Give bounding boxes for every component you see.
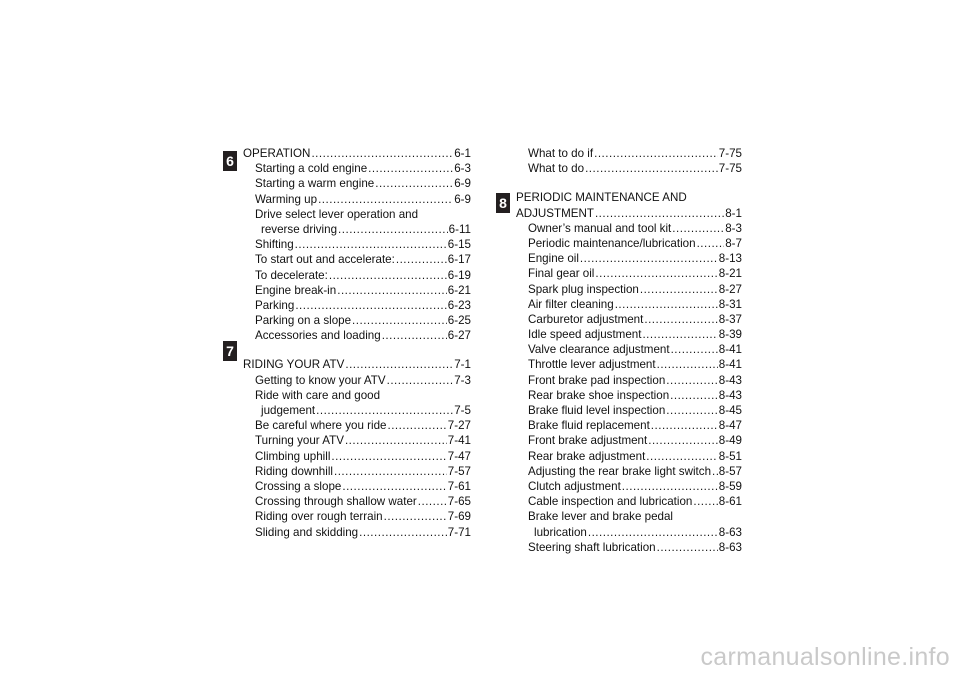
toc-entry-title: Clutch adjustment	[528, 479, 621, 493]
toc-entry	[516, 327, 742, 342]
toc-entry-title: Ride with care and good	[255, 388, 381, 402]
dot-leader	[352, 313, 447, 328]
toc-entry	[516, 433, 742, 448]
dot-leader	[615, 297, 718, 312]
toc-entry	[516, 403, 742, 418]
toc-entry	[243, 357, 471, 372]
dot-leader	[672, 221, 724, 236]
toc-entry-title: Idle speed adjustment	[528, 328, 642, 342]
toc-entry	[516, 282, 742, 297]
toc-entry	[243, 525, 471, 540]
toc-entry	[516, 509, 742, 524]
toc-entry-title: Valve clearance adjustment	[528, 343, 670, 357]
toc-entry	[243, 222, 471, 237]
toc-entry	[243, 328, 471, 343]
dot-leader	[338, 222, 448, 237]
toc-entry-title: Sliding and skidding	[255, 525, 359, 539]
toc-entry-page: 6-1	[454, 147, 471, 160]
toc-entry-title: Steering shaft lubrication	[528, 540, 656, 554]
toc-entry	[516, 206, 742, 221]
toc-entry-title: Brake fluid replacement	[528, 419, 650, 433]
toc-entry	[243, 237, 471, 252]
toc-entry-page: 8-31	[718, 297, 742, 311]
dot-leader	[382, 328, 447, 343]
toc-entry	[516, 190, 742, 205]
toc-entry-title: Riding over rough terrain	[255, 510, 383, 524]
toc-entry-page: 7-65	[447, 495, 471, 509]
toc-entry-page: 8-51	[718, 449, 742, 463]
toc-entry	[516, 388, 742, 403]
toc-entry-page: 8-39	[718, 328, 742, 342]
toc-entry	[516, 146, 742, 161]
dot-leader	[657, 540, 718, 555]
toc-entry	[516, 540, 742, 555]
toc-entry	[243, 192, 471, 207]
toc-entry	[243, 373, 471, 388]
toc-entry	[243, 509, 471, 524]
toc-entry-page: 6-27	[447, 329, 471, 343]
dot-leader	[595, 206, 724, 221]
toc-entry-title: Starting a warm engine	[255, 177, 375, 191]
toc-entry-page: 7-75	[718, 147, 742, 160]
dot-leader	[644, 312, 717, 327]
dot-leader	[418, 494, 447, 509]
toc-entry-page: 7-3	[454, 373, 471, 387]
chapter-8-tab: 8	[496, 193, 510, 213]
toc-entry-title: Adjusting the rear brake light switch	[528, 464, 712, 478]
toc-entry	[243, 418, 471, 433]
toc-entry-page: 6-3	[454, 162, 471, 176]
toc-entry-title: What to do if	[528, 147, 594, 160]
dot-leader	[345, 433, 447, 448]
toc-entry	[243, 494, 471, 509]
toc-entry-page: 7-5	[454, 404, 471, 417]
dot-leader	[368, 161, 453, 176]
toc-entry	[243, 464, 471, 479]
toc-entry-title: PERIODIC MAINTENANCE AND	[516, 191, 687, 205]
toc-entry-page: 8-27	[718, 282, 742, 296]
dot-leader	[666, 373, 718, 388]
toc-entry-page: 6-25	[447, 314, 471, 328]
dot-leader	[595, 266, 717, 281]
toc-entry-page: 6-15	[447, 238, 471, 252]
dot-leader	[640, 282, 718, 297]
toc-entry	[516, 494, 742, 509]
dot-leader	[666, 403, 718, 418]
dot-leader	[337, 283, 447, 298]
toc-entry-title: Turning your ATV	[255, 434, 344, 448]
toc-entry-page: 7-69	[447, 510, 471, 524]
toc-section-7-continued	[516, 146, 742, 176]
dot-leader	[670, 388, 718, 403]
toc-entry	[243, 403, 471, 418]
toc-entry-page: 7-71	[447, 525, 471, 539]
toc-entry-page: 7-75	[718, 162, 742, 176]
toc-entry-page: 8-21	[718, 267, 742, 281]
toc-entry	[516, 297, 742, 312]
toc-entry-page: 8-43	[718, 388, 742, 402]
dot-leader	[359, 525, 447, 540]
toc-entry-page: 8-7	[725, 236, 742, 250]
toc-entry	[243, 146, 471, 161]
chapter-6-tab: 6	[223, 151, 237, 171]
toc-entry-page: 7-27	[447, 419, 471, 433]
toc-entry	[516, 221, 742, 236]
toc-entry-title: Drive select lever operation and	[255, 207, 419, 221]
toc-section-6	[243, 146, 471, 343]
toc-entry	[516, 449, 742, 464]
toc-entry-page: 6-21	[447, 283, 471, 297]
dot-leader	[580, 251, 718, 266]
toc-entry-page: 8-1	[725, 206, 742, 220]
toc-entry-title: Shifting	[255, 238, 294, 252]
toc-entry	[243, 283, 471, 298]
toc-entry-title: Final gear oil	[528, 267, 595, 281]
toc-entry-title: Periodic maintenance/lubrication	[528, 236, 696, 250]
toc-entry-page: 8-63	[718, 525, 742, 539]
toc-entry	[243, 313, 471, 328]
toc-entry	[243, 161, 471, 176]
toc-entry-title: Spark plug inspection	[528, 282, 639, 296]
toc-entry	[243, 479, 471, 494]
toc-entry-title: Brake fluid level inspection	[528, 404, 666, 417]
toc-entry	[516, 161, 742, 176]
toc-entry	[516, 525, 742, 540]
dot-leader	[387, 373, 454, 388]
toc-entry-page: 8-3	[725, 221, 742, 235]
toc-entry-title: Front brake pad inspection	[528, 373, 666, 387]
toc-entry	[516, 418, 742, 433]
chapter-7-tab: 7	[223, 341, 237, 361]
dot-leader	[657, 357, 718, 372]
toc-entry-title: Parking	[255, 298, 295, 312]
toc-entry-page: 8-63	[718, 540, 742, 554]
toc-entry-title: Climbing uphill	[255, 449, 331, 463]
toc-section-8	[516, 190, 742, 555]
dot-leader	[622, 479, 718, 494]
toc-entry	[243, 252, 471, 267]
dot-leader	[594, 146, 718, 161]
toc-entry-page: 8-41	[718, 358, 742, 372]
watermark-text: carmanualsonline.info	[700, 643, 950, 671]
toc-entry-title: To decelerate:	[255, 268, 328, 282]
toc-entry	[516, 479, 742, 494]
dot-leader	[384, 509, 447, 524]
toc-entry-title: RIDING YOUR ATV	[243, 358, 345, 372]
toc-entry-title: What to do	[528, 162, 585, 176]
toc-entry-page: 6-17	[447, 253, 471, 267]
dot-leader	[375, 176, 453, 191]
toc-entry-page: 8-45	[718, 404, 742, 417]
toc-entry-title: Be careful where you ride	[255, 419, 387, 433]
toc-entry-page: 7-1	[454, 358, 471, 372]
toc-entry-title: Starting a cold engine	[255, 162, 368, 176]
toc-entry	[516, 236, 742, 251]
dot-leader	[334, 464, 447, 479]
dot-leader	[651, 418, 718, 433]
dot-leader	[642, 327, 717, 342]
toc-entry-page: 7-41	[447, 434, 471, 448]
toc-entry	[516, 357, 742, 372]
dot-leader	[329, 268, 447, 283]
toc-entry-title: Rear brake shoe inspection	[528, 388, 670, 402]
toc-entry-page: 7-47	[447, 449, 471, 463]
toc-entry-page: 6-9	[454, 192, 471, 206]
toc-entry-page: 6-11	[448, 222, 471, 236]
toc-entry-title: judgement	[261, 404, 316, 417]
toc-entry-page: 6-23	[447, 298, 471, 312]
toc-entry	[243, 388, 471, 403]
toc-entry-page: 8-37	[718, 312, 742, 326]
dot-leader	[648, 433, 718, 448]
toc-entry-page: 6-19	[447, 268, 471, 282]
toc-entry-title: Rear brake adjustment	[528, 449, 646, 463]
toc-entry	[243, 298, 471, 313]
dot-leader	[712, 464, 718, 479]
dot-leader	[697, 236, 725, 251]
toc-entry-page: 7-57	[447, 464, 471, 478]
toc-entry	[516, 464, 742, 479]
toc-entry-page: 8-13	[718, 252, 742, 266]
toc-entry-page: 8-41	[718, 343, 742, 357]
toc-entry-page: 8-43	[718, 373, 742, 387]
toc-entry-title: Getting to know your ATV	[255, 373, 386, 387]
toc-entry-title: Carburetor adjustment	[528, 312, 644, 326]
dot-leader	[396, 252, 447, 267]
section-gap	[516, 176, 742, 190]
dot-leader	[646, 449, 717, 464]
toc-entry-page: 6-9	[454, 177, 471, 191]
dot-leader	[316, 403, 453, 418]
toc-left-column	[243, 146, 471, 540]
toc-entry-title: Engine break-in	[255, 283, 337, 297]
dot-leader	[585, 161, 718, 176]
toc-entry	[243, 268, 471, 283]
toc-entry-title: lubrication	[534, 525, 587, 539]
toc-entry-page: 8-59	[718, 479, 742, 493]
toc-entry	[243, 449, 471, 464]
toc-entry-title: reverse driving	[261, 222, 338, 236]
toc-entry-title: Air filter cleaning	[528, 297, 614, 311]
toc-entry	[516, 251, 742, 266]
toc-entry	[516, 312, 742, 327]
dot-leader	[331, 449, 446, 464]
toc-entry-title: To start out and accelerate:	[255, 253, 395, 267]
dot-leader	[318, 192, 453, 207]
toc-section-7	[243, 357, 471, 539]
toc-entry-title: Engine oil	[528, 252, 579, 266]
toc-entry	[516, 342, 742, 357]
toc-entry-page: 8-49	[718, 434, 742, 448]
dot-leader	[387, 418, 446, 433]
dot-leader	[671, 342, 718, 357]
toc-entry	[243, 433, 471, 448]
toc-entry	[243, 176, 471, 191]
toc-entry-title: ADJUSTMENT	[516, 206, 594, 220]
toc-entry-title: Riding downhill	[255, 464, 333, 478]
dot-leader	[295, 298, 446, 313]
dot-leader	[345, 357, 453, 372]
toc-entry-title: OPERATION	[243, 147, 311, 160]
section-gap	[243, 343, 471, 357]
toc-entry-title: Warming up	[255, 192, 318, 206]
toc-right-column	[516, 146, 742, 555]
dot-leader	[342, 479, 446, 494]
toc-entry-title: Owner’s manual and tool kit	[528, 221, 672, 235]
dot-leader	[311, 146, 453, 161]
toc-entry-title: Throttle lever adjustment	[528, 358, 656, 372]
dot-leader	[693, 494, 717, 509]
toc-entry-page: 7-61	[447, 479, 471, 493]
toc-entry-title: Accessories and loading	[255, 329, 381, 343]
toc-entry-title: Brake lever and brake pedal	[528, 510, 674, 524]
toc-entry-title: Front brake adjustment	[528, 434, 648, 448]
toc-entry-title: Crossing a slope	[255, 479, 342, 493]
dot-leader	[588, 525, 718, 540]
toc-entry-title: Cable inspection and lubrication	[528, 495, 693, 509]
dot-leader	[295, 237, 447, 252]
toc-entry	[516, 373, 742, 388]
toc-entry-page: 8-61	[718, 495, 742, 509]
toc-entry-title: Crossing through shallow water	[255, 495, 417, 509]
toc-entry	[243, 207, 471, 222]
toc-entry-page: 8-47	[718, 419, 742, 433]
toc-entry	[516, 266, 742, 281]
toc-entry-title: Parking on a slope	[255, 314, 352, 328]
toc-entry-page: 8-57	[718, 464, 742, 478]
